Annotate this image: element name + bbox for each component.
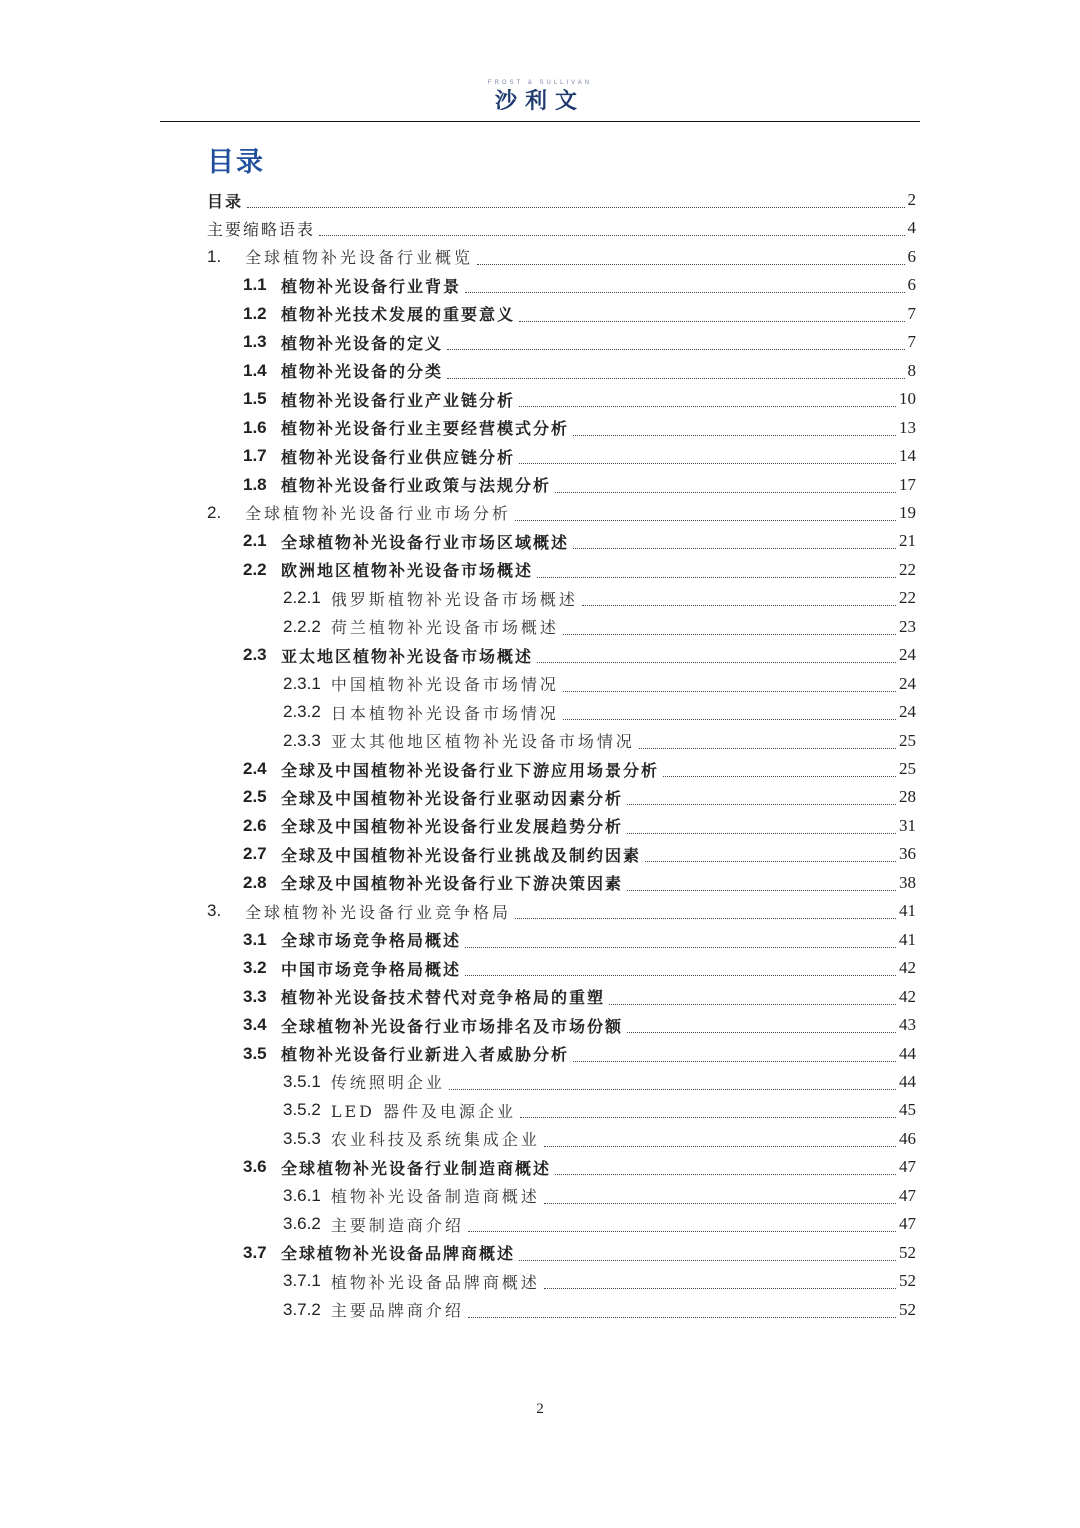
- toc-entry-title: 中国植物补光设备市场情况: [330, 675, 559, 695]
- toc-entry-number: 2.3.3: [283, 730, 321, 750]
- toc-entry-page: 8: [907, 360, 916, 380]
- toc-leader-dots: [468, 1317, 896, 1318]
- toc-entry-page: 22: [899, 588, 916, 608]
- toc-entry-number: 2.1: [243, 531, 267, 551]
- toc-entry-page: 43: [899, 1015, 916, 1035]
- toc-entry-number: 3.1: [243, 929, 267, 949]
- toc-entry-page: 47: [899, 1214, 916, 1234]
- toc-entry[interactable]: [243, 954, 916, 982]
- toc-entry-page: 21: [899, 531, 916, 551]
- toc-entry-title: 全球及中国植物补光设备行业驱动因素分析: [281, 788, 624, 808]
- toc-leader-dots: [563, 634, 896, 635]
- toc-entry-number: 1.8: [243, 474, 267, 494]
- toc-entry-page: 41: [899, 929, 916, 949]
- toc-entry-number: 1.6: [243, 417, 267, 437]
- toc-entry[interactable]: [243, 385, 916, 413]
- toc-entry-page: 52: [899, 1242, 916, 1262]
- toc-entry-number: 2.3: [243, 645, 267, 665]
- toc-entry[interactable]: [243, 812, 916, 840]
- toc-entry[interactable]: [243, 926, 916, 954]
- toc-entry-number: 3.4: [243, 1015, 267, 1035]
- toc-entry-page: 25: [899, 759, 916, 778]
- toc-entry-title: 植物补光设备行业新进入者威胁分析: [281, 1045, 570, 1064]
- toc-entry[interactable]: [243, 755, 916, 783]
- toc-entry-page: 46: [899, 1128, 916, 1148]
- toc-entry-title: 植物补光设备行业政策与法规分析: [281, 476, 552, 495]
- toc-leader-dots: [515, 520, 896, 521]
- toc-entry-page: 14: [899, 446, 916, 466]
- toc-entry-page: 22: [899, 559, 916, 579]
- toc-leader-dots: [537, 662, 896, 663]
- toc-entry-page: 41: [899, 901, 916, 921]
- toc-leader-dots: [465, 947, 896, 948]
- toc-entry-number: 3.5.2: [283, 1100, 321, 1120]
- toc-entry-title: 欧洲地区植物补光设备市场概述: [281, 561, 534, 581]
- toc-leader-dots: [247, 207, 904, 208]
- toc-entry[interactable]: [283, 727, 916, 755]
- toc-entry-number: 2.2.2: [283, 616, 321, 636]
- toc-leader-dots: [563, 719, 896, 720]
- toc-entry-number: 3.: [207, 901, 222, 921]
- toc-entry-page: 2: [907, 190, 916, 209]
- toc-entry-page: 10: [899, 389, 916, 409]
- toc-entry[interactable]: [243, 1239, 916, 1267]
- toc-leader-dots: [465, 292, 904, 293]
- toc-leader-dots: [563, 691, 896, 692]
- toc-entry[interactable]: [243, 869, 916, 897]
- toc-entry-title: 荷兰植物补光设备市场概述: [330, 618, 559, 638]
- toc-entry[interactable]: [283, 698, 916, 726]
- toc-entry-number: 2.7: [243, 844, 267, 864]
- toc-entry-title: 植物补光技术发展的重要意义: [281, 305, 516, 325]
- toc-entry-number: 2.2: [243, 559, 267, 579]
- toc-leader-dots: [609, 1004, 896, 1005]
- toc-entry-number: 2.3.2: [283, 702, 321, 722]
- toc-entry[interactable]: [243, 357, 916, 385]
- toc-entry-title: 亚太地区植物补光设备市场概述: [281, 646, 534, 666]
- toc-entry-number: 1.1: [243, 275, 267, 295]
- toc-entry-number: 1.4: [243, 360, 267, 380]
- toc-entry-page: 42: [899, 958, 916, 978]
- toc-leader-dots: [519, 463, 896, 464]
- toc-entry-number: 3.2: [243, 958, 267, 978]
- toc-entry[interactable]: [243, 471, 916, 499]
- toc-entry[interactable]: [207, 186, 916, 214]
- toc-entry-number: 2.8: [243, 872, 267, 892]
- toc-entry-number: 1.: [207, 246, 222, 266]
- toc-leader-dots: [447, 349, 904, 350]
- toc-entry-page: 24: [899, 702, 916, 722]
- toc-entry-number: 3.7: [243, 1242, 267, 1262]
- toc-entry-title: 植物补光设备行业供应链分析: [281, 447, 516, 467]
- toc-leader-dots: [449, 1089, 896, 1090]
- toc-leader-dots: [627, 804, 896, 805]
- toc-entry-title: 全球植物补光设备品牌商概述: [281, 1244, 516, 1264]
- toc-heading: 目录: [207, 147, 265, 178]
- toc-entry[interactable]: [283, 1125, 916, 1153]
- toc-entry-number: 2.3.1: [283, 673, 321, 693]
- toc-entry-number: 3.6: [243, 1157, 267, 1177]
- toc-entry-title: 传统照明企业: [330, 1073, 445, 1093]
- toc-entry-number: 1.3: [243, 332, 267, 352]
- toc-entry[interactable]: [283, 584, 916, 612]
- toc-leader-dots: [537, 577, 896, 578]
- toc-entry[interactable]: [243, 840, 916, 868]
- toc-entry-title: 全球植物补光设备行业竞争格局: [245, 902, 512, 922]
- toc-entry-page: 52: [899, 1299, 916, 1319]
- toc-entry-page: 19: [899, 502, 916, 522]
- logo-chinese-text: 沙利文: [494, 89, 585, 114]
- toc-leader-dots: [627, 1032, 896, 1033]
- toc-entry-number: 3.5.3: [283, 1128, 321, 1148]
- toc-entry[interactable]: [243, 271, 916, 299]
- toc-entry-number: 1.5: [243, 389, 267, 409]
- toc-entry-page: 31: [899, 815, 916, 835]
- toc-entry[interactable]: [243, 1153, 916, 1181]
- toc-entry-title: 全球植物补光设备行业市场分析: [245, 504, 512, 524]
- toc-leader-dots: [520, 1117, 896, 1118]
- toc-entry[interactable]: [283, 1068, 916, 1096]
- toc-entry[interactable]: [283, 1210, 916, 1238]
- toc-entry-title: 俄罗斯植物补光设备市场概述: [330, 589, 578, 609]
- toc-leader-dots: [468, 1231, 896, 1232]
- toc-entry-page: 44: [899, 1071, 916, 1091]
- toc-entry[interactable]: [207, 897, 916, 925]
- toc-entry-number: 1.2: [243, 303, 267, 323]
- toc-entry-title: 目录: [207, 191, 244, 211]
- toc-leader-dots: [555, 1174, 896, 1175]
- toc-entry-page: 6: [907, 246, 916, 266]
- toc-leader-dots: [627, 833, 896, 834]
- toc-entry[interactable]: [283, 670, 916, 698]
- toc-entry[interactable]: [243, 556, 916, 584]
- toc-entry-title: 全球及中国植物补光设备行业下游决策因素: [281, 874, 624, 894]
- frost-sullivan-logo: [160, 80, 920, 115]
- toc-entry[interactable]: [283, 1267, 916, 1295]
- toc-entry-page: 38: [899, 872, 916, 892]
- toc-entry-title: 主要缩略语表: [207, 219, 316, 239]
- toc-entry-page: 4: [907, 218, 916, 238]
- toc-leader-dots: [627, 890, 896, 891]
- toc-leader-dots: [544, 1146, 896, 1147]
- toc-entry[interactable]: [207, 499, 916, 527]
- toc-entry-page: 47: [899, 1185, 916, 1205]
- toc-entry-page: 28: [899, 787, 916, 807]
- toc-entry-page: 7: [907, 332, 916, 352]
- toc-entry-title: 全球及中国植物补光设备行业挑战及制约因素: [281, 845, 642, 865]
- toc-leader-dots: [447, 378, 904, 379]
- toc-entry-title: 全球植物补光设备行业市场排名及市场份额: [281, 1016, 624, 1036]
- toc-entry-number: 2.: [207, 502, 222, 522]
- toc-entry-page: 52: [899, 1271, 916, 1291]
- toc-leader-dots: [515, 918, 896, 919]
- toc-entry[interactable]: [207, 214, 916, 242]
- toc-entry-title: 全球及中国植物补光设备行业下游应用场景分析: [281, 760, 660, 780]
- toc-leader-dots: [544, 1203, 896, 1204]
- toc-leader-dots: [544, 1288, 896, 1289]
- toc-entry-page: 47: [899, 1157, 916, 1177]
- toc-entry-title: 日本植物补光设备市场情况: [330, 703, 559, 723]
- toc-entry-page: 6: [907, 275, 916, 295]
- toc-entry-number: 2.2.1: [283, 588, 321, 608]
- toc-entry-title: 植物补光设备技术替代对竞争格局的重塑: [281, 988, 606, 1008]
- toc-entry[interactable]: [243, 641, 916, 669]
- toc-leader-dots: [519, 1260, 896, 1261]
- toc-entry-title: 主要制造商介绍: [330, 1215, 464, 1235]
- toc-entry[interactable]: [243, 1011, 916, 1039]
- toc-entry-title: 中国市场竞争格局概述: [281, 959, 462, 979]
- toc-entry-number: 3.5.1: [283, 1071, 321, 1091]
- toc-entry-page: 24: [899, 673, 916, 693]
- toc-entry[interactable]: [243, 527, 916, 555]
- toc-entry-number: 3.6.1: [283, 1185, 321, 1205]
- toc-entry-number: 3.7.2: [283, 1299, 321, 1319]
- toc-leader-dots: [319, 235, 904, 236]
- toc-entry-page: 36: [899, 844, 916, 864]
- toc-entry-page: 44: [899, 1043, 916, 1063]
- toc-entry-number: 2.5: [243, 787, 267, 807]
- toc-leader-dots: [465, 975, 896, 976]
- toc-entry-number: 2.6: [243, 815, 267, 835]
- toc-leader-dots: [645, 861, 896, 862]
- toc-entry[interactable]: [243, 328, 916, 356]
- toc-entry-page: 45: [899, 1100, 916, 1120]
- toc-entry[interactable]: [283, 1296, 916, 1324]
- toc-entry[interactable]: [283, 1182, 916, 1210]
- toc-entry-title: 植物补光设备行业产业链分析: [281, 390, 516, 410]
- toc-entry-number: 3.5: [243, 1043, 267, 1063]
- toc-entry-title: 植物补光设备品牌商概述: [330, 1272, 540, 1292]
- toc-leader-dots: [477, 264, 904, 265]
- toc-entry-title: LED 器件及电源企业: [330, 1101, 517, 1121]
- toc-leader-dots: [573, 435, 896, 436]
- toc-entry-number: 3.3: [243, 986, 267, 1006]
- toc-entry-title: 农业科技及系统集成企业: [330, 1130, 540, 1150]
- toc-entry[interactable]: [243, 783, 916, 811]
- toc-entry[interactable]: [283, 1096, 916, 1124]
- toc-entry-number: 3.6.2: [283, 1214, 321, 1234]
- toc-entry-title: 植物补光设备制造商概述: [330, 1187, 540, 1207]
- toc-entry-page: 17: [899, 474, 916, 494]
- toc-entry-page: 42: [899, 986, 916, 1006]
- toc-entry-page: 7: [907, 303, 916, 323]
- toc-entry[interactable]: [207, 243, 916, 271]
- toc-entry-title: 亚太其他地区植物补光设备市场情况: [330, 732, 635, 752]
- toc-leader-dots: [639, 748, 896, 749]
- toc-entry-page: 13: [899, 417, 916, 437]
- toc-entry-title: 全球及中国植物补光设备行业发展趋势分析: [281, 817, 624, 837]
- toc-leader-dots: [573, 548, 896, 549]
- toc-entry-page: 23: [899, 616, 916, 636]
- toc-entry[interactable]: [243, 442, 916, 470]
- toc-entry-title: 全球植物补光设备行业市场区域概述: [281, 532, 570, 552]
- toc-entry-title: 全球植物补光设备行业制造商概述: [281, 1158, 552, 1178]
- toc-entry-page: 25: [899, 730, 916, 750]
- header-divider: [160, 121, 920, 122]
- toc-entry-title: 全球植物补光设备行业概览: [245, 248, 474, 268]
- toc-entry-title: 全球市场竞争格局概述: [281, 931, 462, 951]
- toc-leader-dots: [519, 406, 896, 407]
- toc-entry-number: 3.7.1: [283, 1271, 321, 1291]
- logo-english-text: FROST & SULLIVAN: [487, 80, 593, 86]
- page-header: [160, 78, 920, 123]
- toc-leader-dots: [663, 776, 896, 777]
- toc-leader-dots: [573, 1061, 896, 1062]
- toc-entry-page: 24: [899, 645, 916, 665]
- toc-entry[interactable]: [243, 414, 916, 442]
- toc-leader-dots: [582, 605, 896, 606]
- toc-entry-title: 植物补光设备的分类: [281, 362, 444, 382]
- toc-entry[interactable]: [243, 983, 916, 1011]
- toc-entry-title: 主要品牌商介绍: [330, 1301, 464, 1321]
- page-number: 2: [536, 1401, 544, 1417]
- toc-entry[interactable]: [243, 300, 916, 328]
- toc-entry[interactable]: [283, 613, 916, 641]
- toc-entry-number: 2.4: [243, 759, 267, 778]
- toc-entry-title: 植物补光设备的定义: [281, 333, 444, 353]
- toc-leader-dots: [555, 492, 896, 493]
- toc-entry-title: 植物补光设备行业主要经营模式分析: [281, 419, 570, 439]
- toc-entry[interactable]: [243, 1040, 916, 1068]
- toc-entry-number: 1.7: [243, 446, 267, 466]
- toc-leader-dots: [519, 321, 904, 322]
- toc-entry-title: 植物补光设备行业背景: [281, 276, 462, 296]
